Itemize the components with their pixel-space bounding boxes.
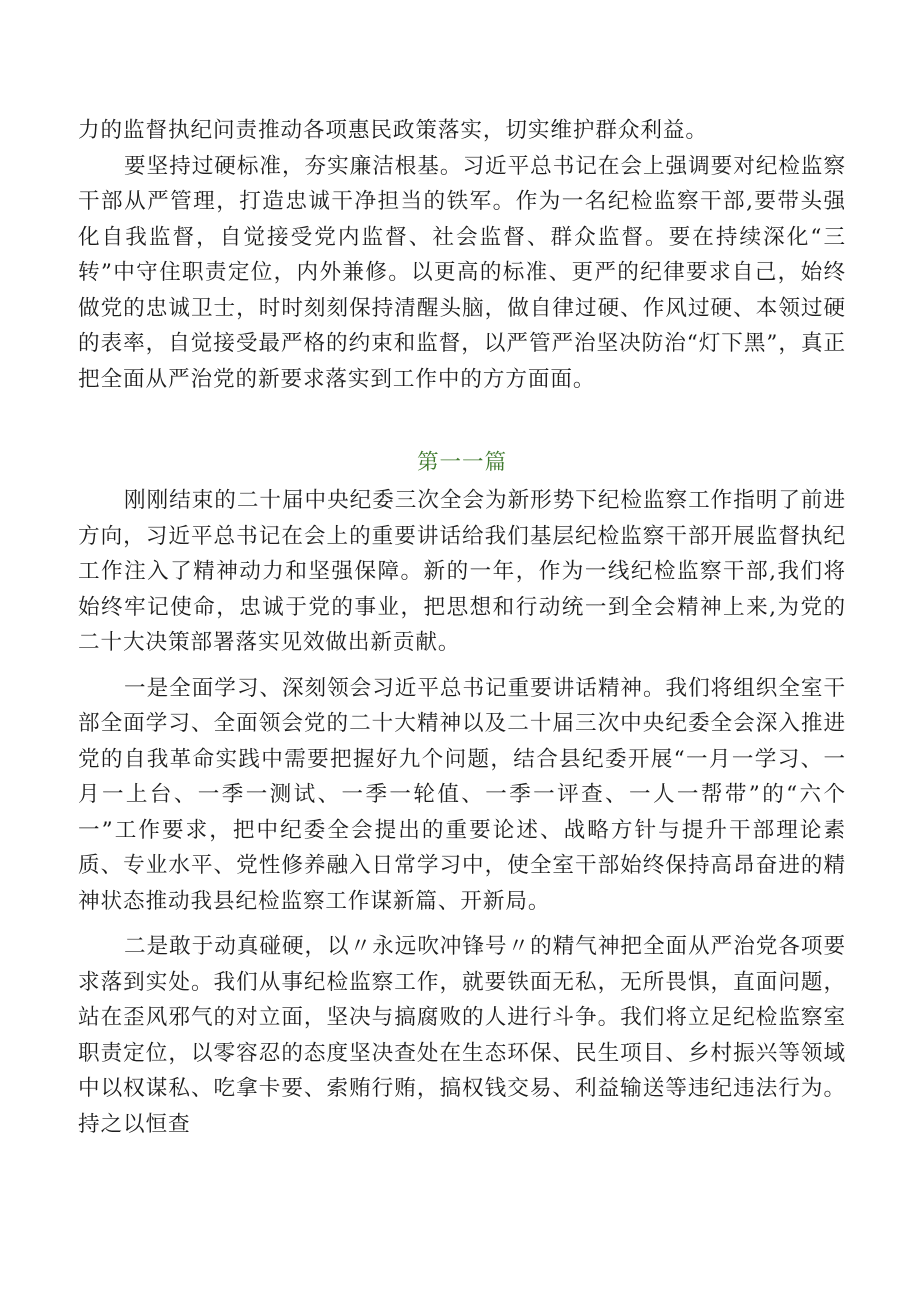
section-heading: 第一一篇 bbox=[417, 450, 507, 475]
document-body-top bbox=[78, 113, 846, 397]
document-body-bottom bbox=[78, 483, 846, 1142]
paragraph-point-one: 一是全面学习、深刻领会习近平总书记重要讲话精神。我们将组织全室干部全面学习、全面领会党的二十大精神以及二十届三次中央纪委全会深入推进党的自我革命实践中需要把握好九个问题，结合县纪委开展“一月一学习、一月一上台、一季一测试、一季一轮值、一季一评查、一人一帮带”的“六个一”工作要求，把中纪委全会提出的重要论述、战略方针与提升干部理论素质、专业水平、党性修养融入日常学习中，使全室干部始终保持高昂奋进的精神状态推动我县纪检监察工作谋新篇、开新局。 bbox=[78, 675, 846, 914]
paragraph-point-two: 二是敢于动真碰硬，以〃永远吹冲锋号〃的精气神把全面从严治党各项要求落到实处。我们从事纪检监察工作，就要铁面无私，无所畏惧，直面问题，站在歪风邪气的对立面，坚决与搞腐败的人进行斗争。我们将立足纪检监察室职责定位，以零容忍的态度坚决查处在生态环保、民生项目、乡村振兴等领域中以权谋私、吃拿卡要、索贿行贿，搞权钱交易、利益输送等违纪违法行为。持之以恒查 bbox=[78, 934, 846, 1137]
section-heading-container bbox=[78, 445, 846, 481]
paragraph-strict-standards: 要坚持过硬标准，夯实廉洁根基。习近平总书记在会上强调要对纪检监察干部从严管理，打造忠诚干净担当的铁军。作为一名纪检监察干部,要带头强化自我监督，自觉接受党内监督、社会监督、群众监督。要在持续深化“三转”中守住职责定位，内外兼修。以更高的标准、更严的纪律要求自己，始终做党的忠诚卫士，时时刻刻保持清醒头脑，做自律过硬、作风过硬、本领过硬的表率，自觉接受最严格的约束和监督，以严管严治坚决防治“灯下黑”，真正把全面从严治党的新要求落实到工作中的方方面面。 bbox=[78, 153, 846, 392]
paragraph-continuation: 力的监督执纪问责推动各项惠民政策落实，切实维护群众利益。 bbox=[78, 118, 708, 143]
paragraph-intro: 刚刚结束的二十届中央纪委三次全会为新形势下纪检监察工作指明了前进方向，习近平总书记在会上的重要讲话给我们基层纪检监察干部开展监督执纪工作注入了精神动力和坚强保障。新的一年，作为一线纪检监察干部,我们将始终牢记使命，忠诚于党的事业，把思想和行动统一到全会精神上来,为党的二十大决策部署落实见效做出新贡献。 bbox=[78, 488, 846, 655]
